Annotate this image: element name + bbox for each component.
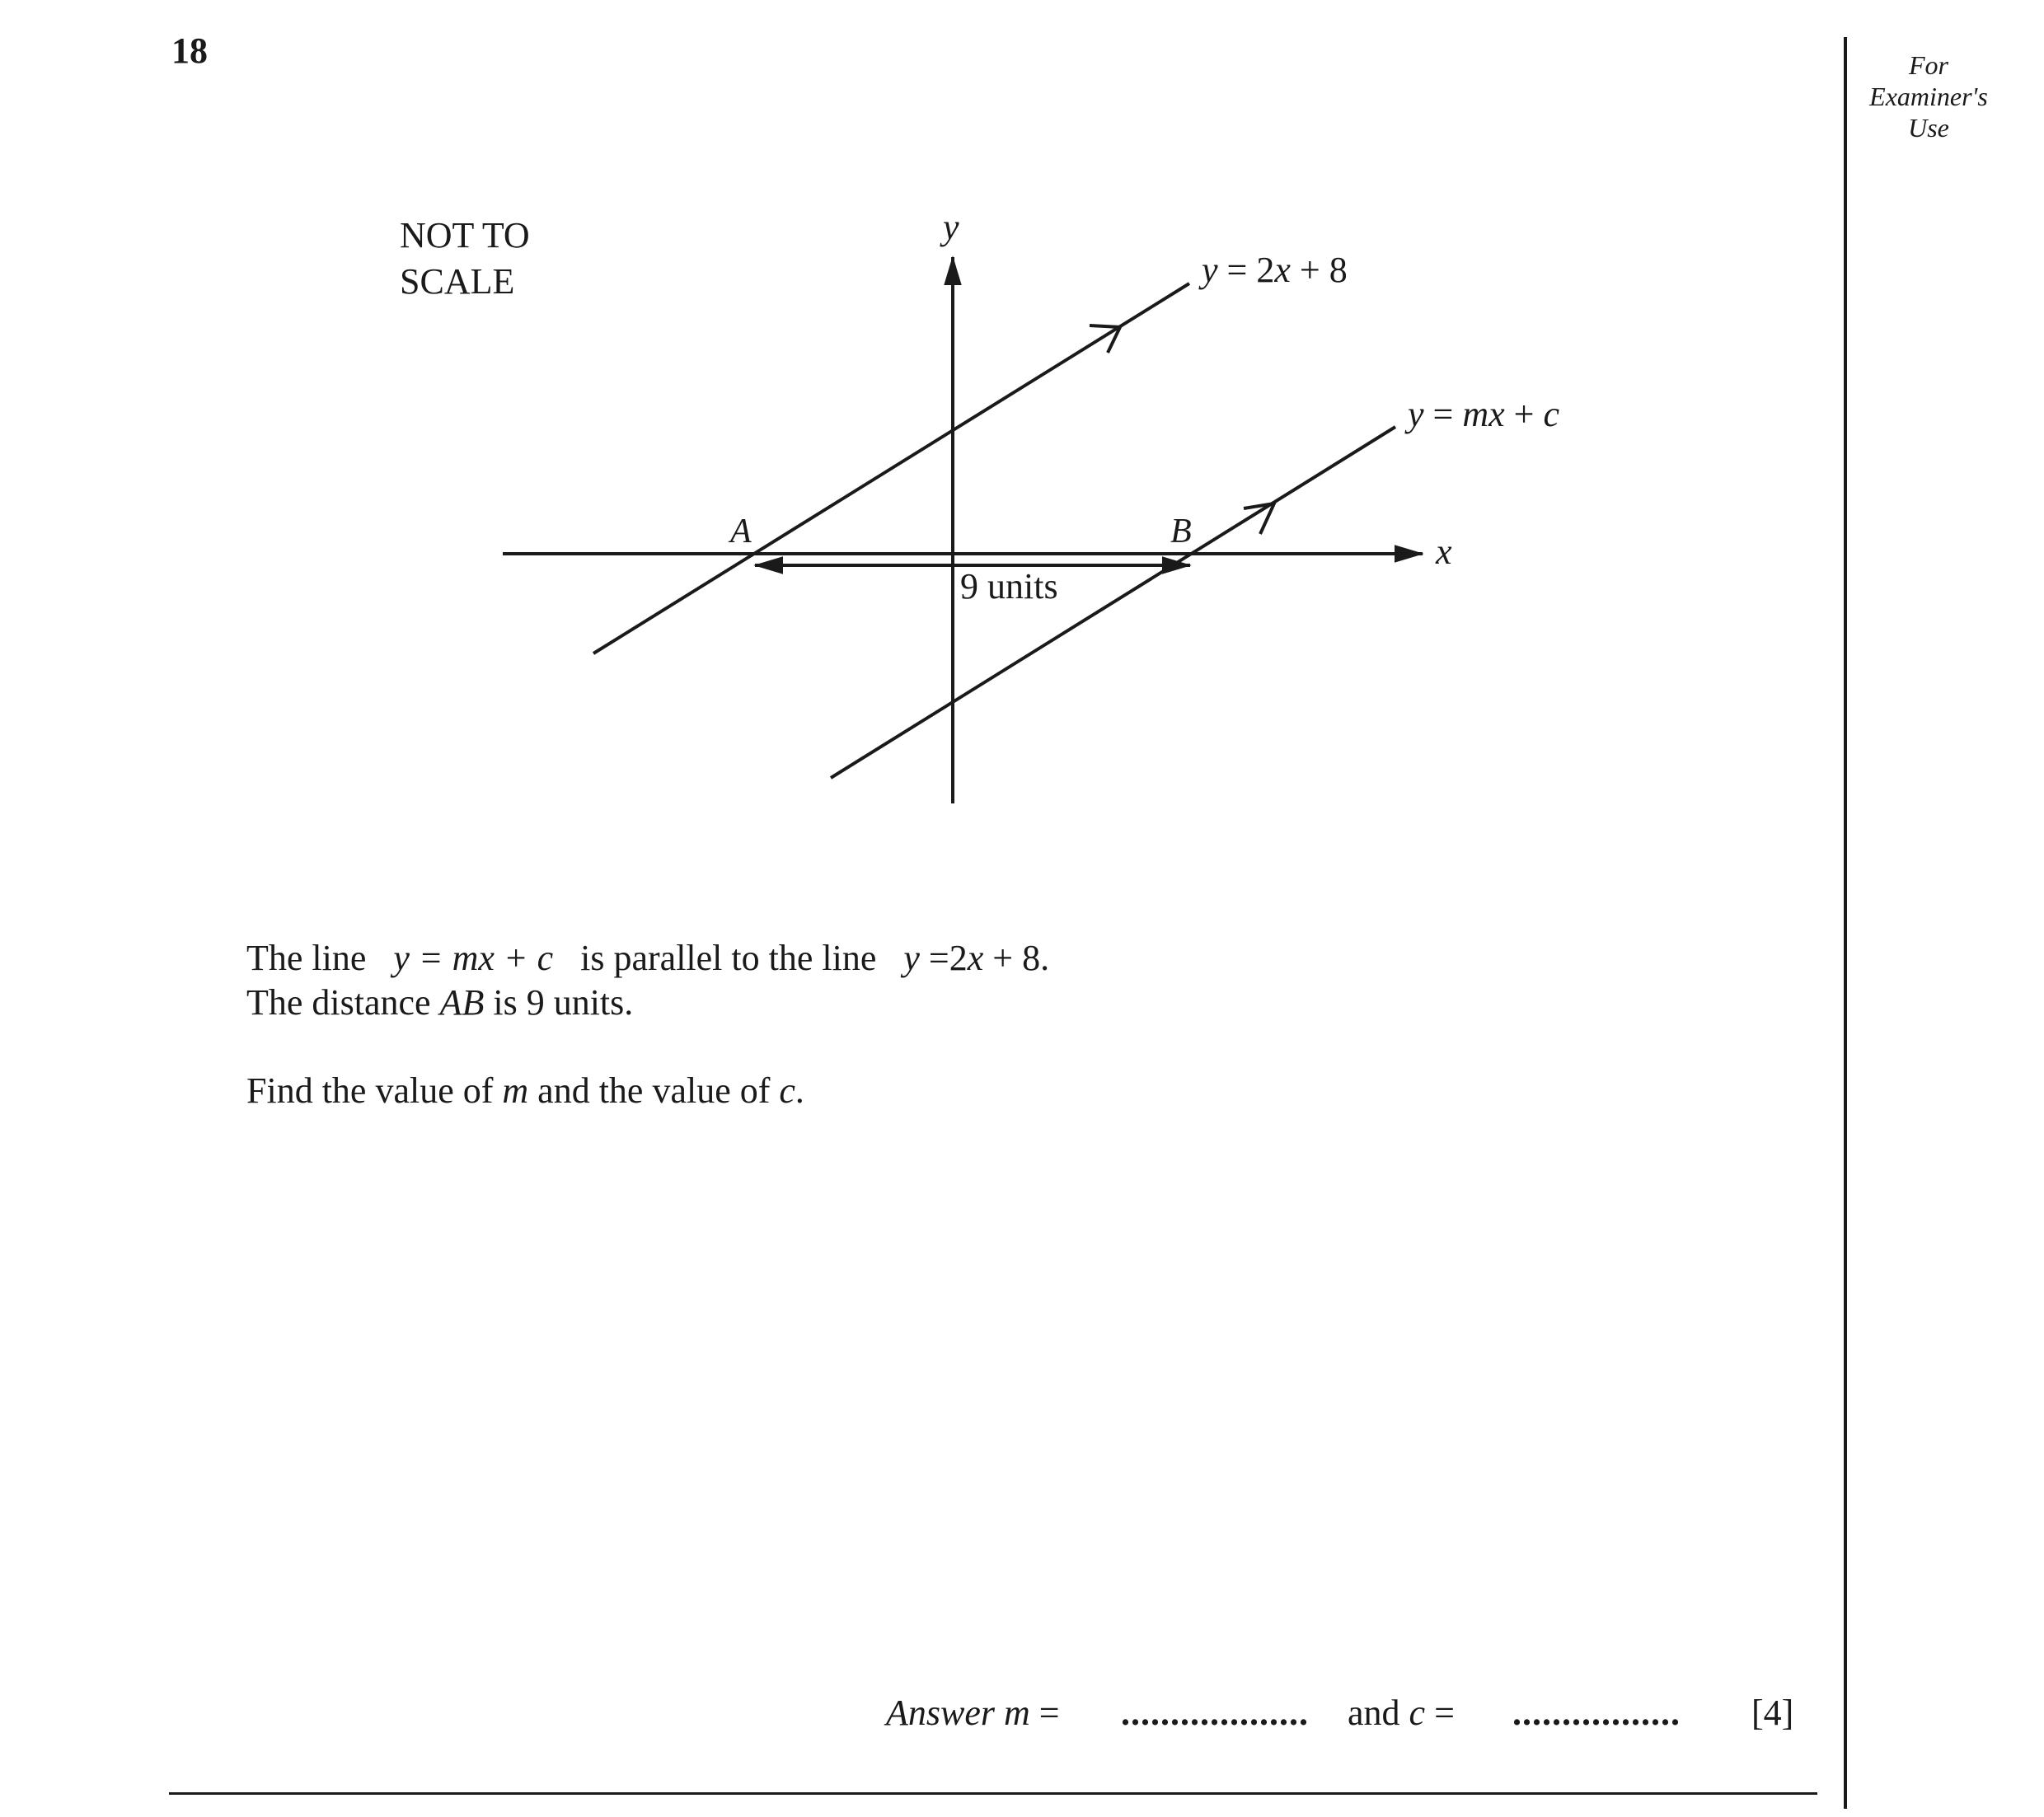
statement-text: The line: [246, 938, 394, 978]
statement-line-1: [246, 936, 1049, 981]
x-axis-label: x: [1436, 532, 1452, 572]
bottom-rule: [169, 1792, 1817, 1795]
answer-m-field[interactable]: ...................: [1121, 1693, 1309, 1733]
instruction-text: and the value of: [528, 1070, 780, 1111]
point-a-label: A: [730, 513, 752, 550]
instruction-text: .: [795, 1070, 804, 1111]
statement-line-2: [246, 981, 633, 1025]
instruction-text: Find the value of: [246, 1070, 503, 1111]
line-2x-plus-8: [593, 283, 1189, 653]
y-axis-label: y: [943, 207, 959, 247]
not-to-scale-line-1: NOT TO: [400, 215, 530, 255]
line-mx-plus-c: [831, 427, 1395, 778]
instruction-line: [246, 1069, 804, 1113]
coordinate-diagram: [0, 0, 2044, 906]
answer-m-label: Answer m =: [886, 1693, 1060, 1733]
line2-label: y = mx + c: [1408, 394, 1560, 434]
statement-text: The distance: [246, 982, 440, 1023]
variable-m: m: [502, 1070, 529, 1111]
examiner-line-3: Use: [1908, 113, 1949, 143]
equation-mx-c: y = mx + c: [393, 938, 554, 978]
line1-label: y = 2x + 8: [1202, 250, 1348, 290]
equation-y: y: [903, 938, 920, 978]
statement-text: is parallel to the line: [553, 938, 904, 978]
question-number: 18: [171, 30, 208, 71]
point-b-label: B: [1170, 513, 1192, 550]
equation-x: x: [967, 938, 984, 978]
variable-c: c: [779, 1070, 795, 1111]
answer-c-label: and c =: [1348, 1693, 1455, 1733]
answer-c-field[interactable]: .................: [1512, 1693, 1681, 1733]
statement-text: is 9 units.: [484, 982, 634, 1023]
segment-ab: AB: [439, 982, 485, 1023]
examiner-line-1: For: [1909, 50, 1948, 80]
marks-label: [4]: [1751, 1693, 1794, 1733]
not-to-scale-line-2: SCALE: [400, 261, 515, 302]
examiner-line-2: Examiner's: [1869, 82, 1988, 111]
distance-label: 9 units: [960, 566, 1058, 606]
equation-part: + 8.: [983, 938, 1050, 978]
answer-row: [0, 1692, 1846, 1741]
equation-part: =2: [919, 938, 968, 978]
